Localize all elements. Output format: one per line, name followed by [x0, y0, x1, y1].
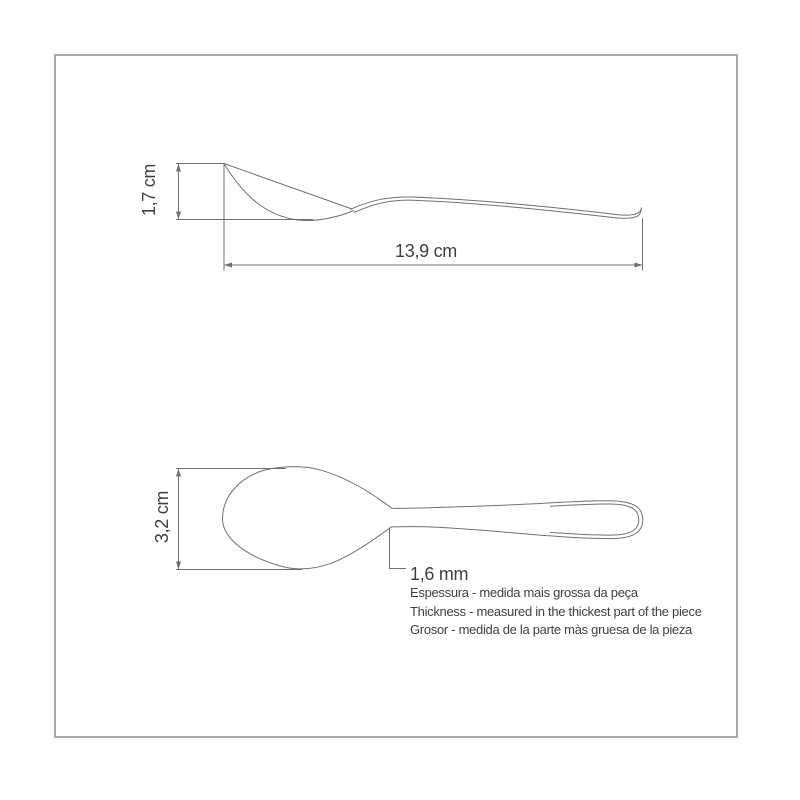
thickness-note-es: Grosor - medida de la parte màs gruesa de la pieza — [410, 622, 692, 637]
side-height-label: 1,7 cm — [139, 163, 159, 217]
thickness-note-pt: Espessura - medida mais grossa da peça — [410, 585, 638, 600]
arrow-right-icon — [635, 263, 643, 268]
side-bowl-rim-line — [224, 164, 352, 210]
top-handle-inner-line — [550, 504, 639, 535]
top-view-group — [176, 467, 643, 570]
arrow-up-icon — [176, 164, 181, 172]
side-bowl-bottom-curve — [224, 164, 354, 221]
side-handle-top-line — [350, 197, 642, 215]
arrow-up-icon — [176, 469, 181, 477]
top-width-label: 3,2 cm — [152, 490, 172, 544]
side-length-label: 13,9 cm — [395, 241, 457, 261]
arrow-down-icon — [176, 562, 181, 570]
arrow-down-icon — [176, 212, 181, 220]
thickness-leader-line — [390, 528, 407, 569]
arrow-left-icon — [224, 263, 232, 268]
top-spoon-outline — [222, 467, 642, 569]
thickness-note-en: Thickness - measured in the thickest part of the piece — [410, 603, 702, 619]
thickness-notes — [410, 584, 702, 640]
thickness-label: 1,6 mm — [410, 564, 469, 584]
